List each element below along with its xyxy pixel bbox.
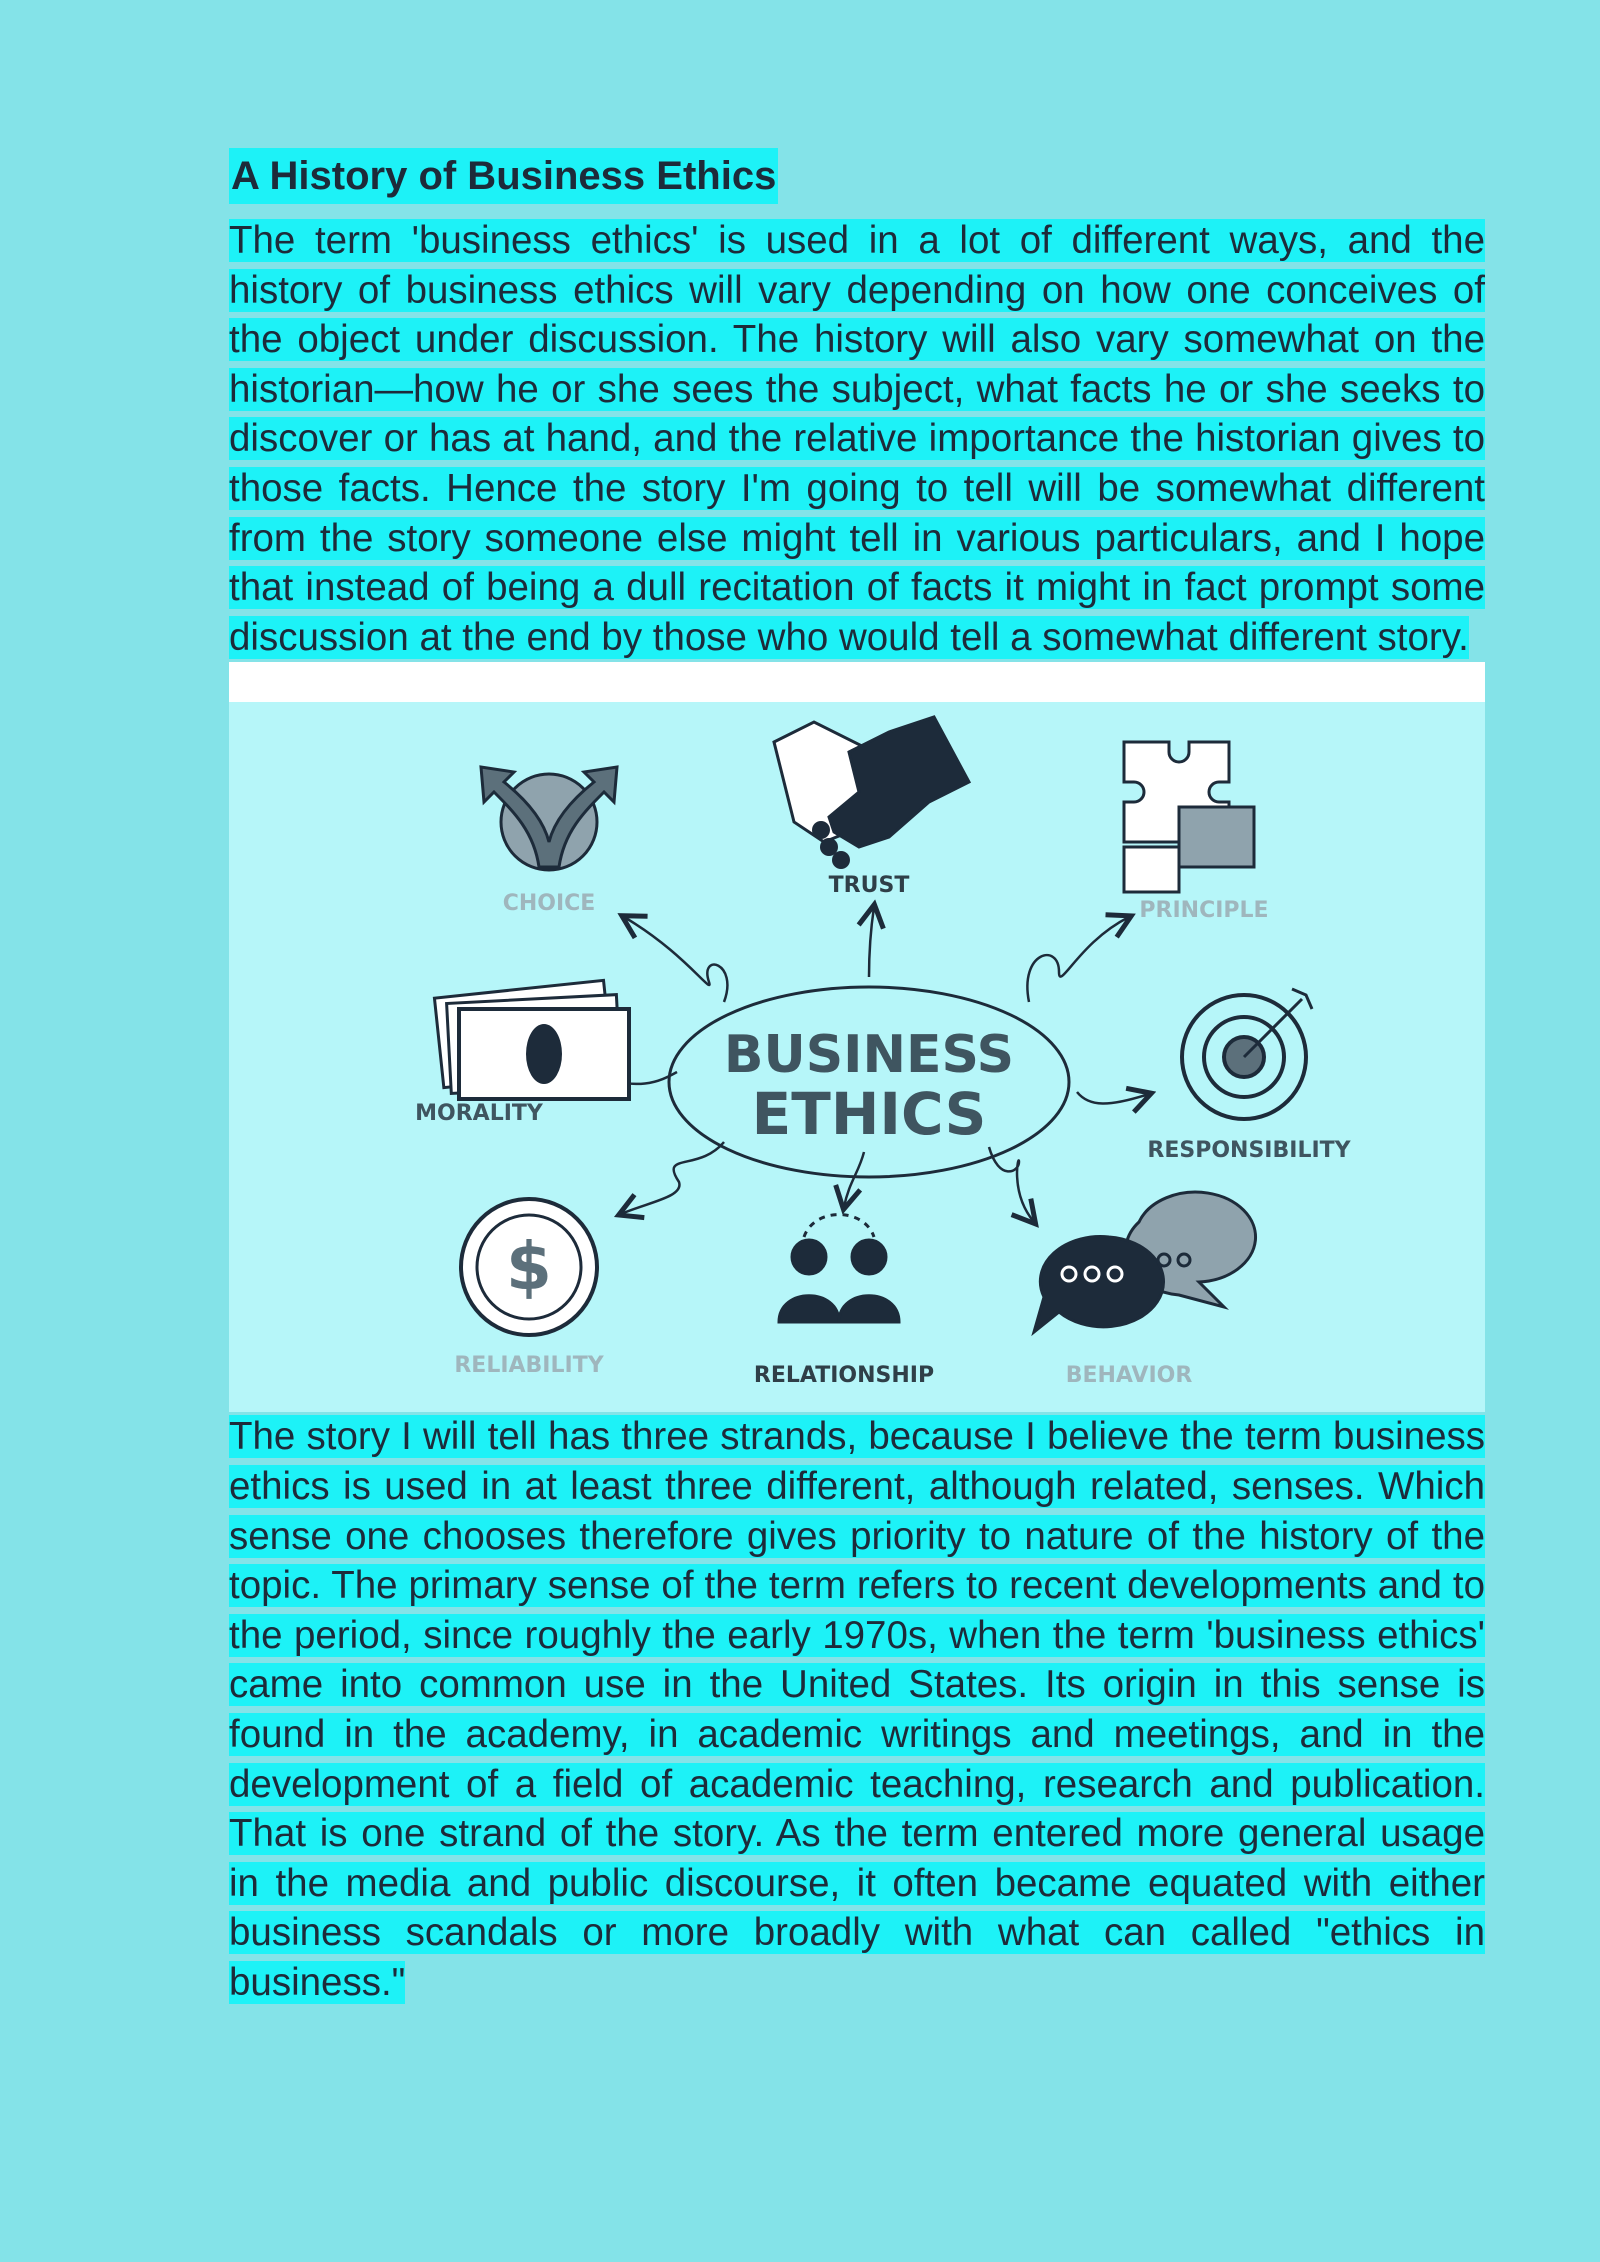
arrows-choice-icon (481, 767, 617, 870)
center-label-ethics: ETHICS (751, 1080, 987, 1149)
paragraph-strands-text: The story I will tell has three strands, because I believe the term business ethics is used in at least three different, although related, senses. Which sense one chooses therefore gives priority to nature of the history of the topic. The primary sense of the term refers to recent developments and to the period, since roughly the early 1970s, when the term 'business ethics' came into common use in the United States. Its origin in this sense is found in the academy, in academic writings and meetings, and in the development of a field of academic teaching, research and publication. That is one strand of the story. As the term entered more general usage in the media and public discourse, it often became equated with either business scandals or more broadly with what can called "ethics in business." (229, 1415, 1485, 2004)
white-spacer (229, 662, 1485, 702)
handshake-icon (774, 717, 969, 869)
paragraph-intro-text: The term 'business ethics' is used in a lot of different ways, and the history of business ethics will vary depending on how one conceives of the object under discussion. The history will also vary somewhat on the historian—how he or she sees the subject, what facts he or she seeks to discover or has at hand, and the relative importance the historian gives to those facts. Hence the story I'm going to tell will be somewhat different from the story someone else might tell in various particulars, and I hope that instead of being a dull recitation of facts it might in fact prompt some discussion at the end by those who would tell a somewhat different story. (229, 219, 1485, 659)
people-icon (779, 1215, 899, 1323)
speech-bubbles-icon (1034, 1192, 1256, 1332)
diagram-canvas (229, 702, 1485, 1412)
money-icon (434, 981, 629, 1100)
label-behavior: BEHAVIOR (1065, 1363, 1193, 1389)
label-responsibility: RESPONSIBILITY (1147, 1138, 1351, 1164)
dollar-coin-icon (461, 1199, 597, 1335)
label-relationship: RELATIONSHIP (753, 1363, 935, 1389)
svg-text:$: $ (506, 1228, 552, 1306)
label-morality: MORALITY (415, 1101, 543, 1127)
paragraph-intro (229, 216, 1485, 662)
paragraph-strands (229, 1412, 1485, 2007)
center-label-business: BUSINESS (723, 1025, 1015, 1086)
puzzle-icon (1124, 742, 1254, 892)
document-body (229, 148, 1485, 2007)
label-trust: TRUST (828, 873, 910, 899)
label-reliability: RELIABILITY (454, 1353, 604, 1379)
target-icon (1182, 989, 1312, 1119)
document-title: A History of Business Ethics (229, 148, 778, 204)
label-choice: CHOICE (502, 891, 596, 917)
business-ethics-diagram (229, 702, 1485, 1412)
label-principle: PRINCIPLE (1139, 898, 1269, 924)
